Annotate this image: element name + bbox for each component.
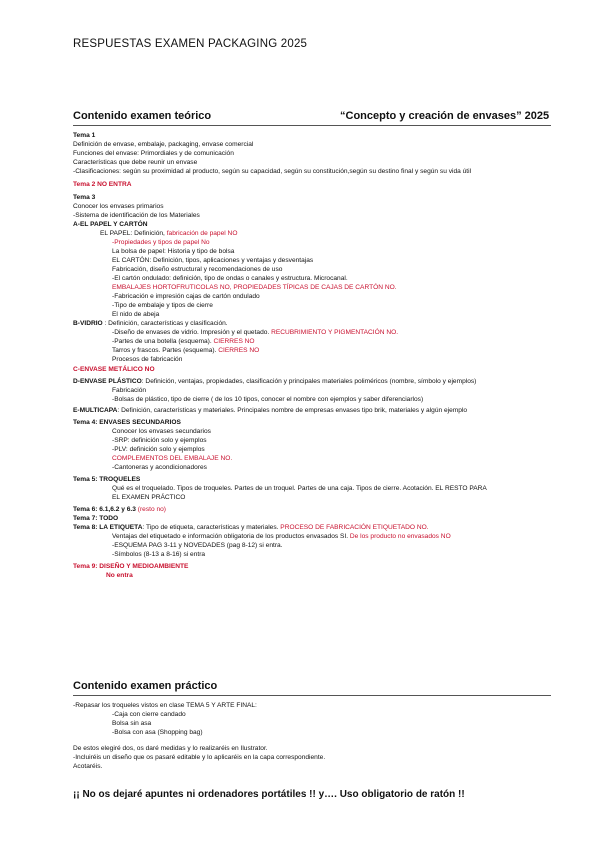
theory-text: -Bolsas de plástico, tipo de cierre ( de los 10 tipos, conocer el nombre con ejemplos y saber diferenciarlos) [112, 396, 424, 403]
theory-text: : Tipo de etiqueta, características y materiales. [142, 524, 281, 531]
practice-line [112, 711, 186, 719]
theory-line [112, 485, 487, 493]
theory-heading: Contenido examen teórico [73, 110, 212, 122]
theory-line [112, 257, 313, 265]
theory-text: El nido de abeja [112, 311, 160, 318]
theory-line [73, 476, 140, 484]
theory-line [112, 284, 397, 292]
theory-line [112, 266, 282, 274]
practice-heading: Contenido examen práctico [73, 680, 218, 692]
practice-text: Acotaréis. [73, 763, 103, 770]
theory-line [112, 356, 182, 364]
theory-text: Tema 9: DISEÑO Y MEDIOAMBIENTE [73, 563, 189, 570]
theory-line [112, 551, 205, 559]
theory-text: -Propiedades y tipos de papel No [112, 239, 210, 246]
practice-divider [73, 695, 551, 696]
theory-text: Tema 8: LA ETIQUETA [73, 524, 143, 531]
practice-line [112, 720, 151, 728]
theory-line [106, 572, 133, 580]
theory-line [112, 302, 213, 310]
theory-text: Fabricación, diseño estructural y recomendaciones de uso [112, 266, 283, 273]
theory-text: No entra [106, 572, 133, 579]
practice-line [73, 702, 257, 710]
theory-text: A-EL PAPEL Y CARTÓN [73, 221, 148, 228]
theory-text: Qué es el troquelado. Tipos de troqueles. Partes de un troquel. Partes de una caja. Tipos de cierre. Acotación. EL RESTO PARA [112, 485, 487, 492]
theory-text: Procesos de fabricación [112, 356, 183, 363]
document-title: RESPUESTAS EXAMEN PACKAGING 2025 [73, 38, 308, 50]
theory-text: CIERRES NO [218, 347, 260, 354]
theory-line [73, 212, 200, 220]
theory-line [112, 437, 207, 445]
theory-text: -Partes de una botella (esquema). [112, 338, 214, 345]
practice-text: -Repasar los troqueles vistos en clase TEMA 5 Y ARTE FINAL: [73, 702, 257, 709]
theory-text: Tema 2 NO ENTRA [73, 181, 132, 188]
practice-text: Bolsa sin asa [112, 720, 152, 727]
theory-text: D-ENVASE PLÁSTICO [73, 378, 142, 385]
theory-text: COMPLEMENTOS DEL EMBALAJE NO. [112, 455, 233, 462]
theory-line [112, 542, 283, 550]
theory-line [73, 524, 429, 532]
theory-text: (resto no) [137, 506, 166, 513]
theory-text: : Definición, características y clasificación. [102, 320, 228, 327]
practice-line [73, 763, 102, 771]
theory-divider [73, 125, 551, 126]
theory-line [112, 494, 185, 502]
theory-text: : Definición, características y materiales. Principales nombre de empresas envases tipo brik, materiales y algún ejemplo [117, 407, 468, 414]
theory-text: EL CARTÓN: Definición, tipos, aplicaciones y ventajas y desventajas [112, 257, 314, 264]
theory-text: Fabricación [112, 387, 147, 394]
theory-line [112, 338, 255, 346]
theory-text: Tarros y frascos. Partes (esquema). [112, 347, 219, 354]
theory-text: Tema 4: ENVASES SECUNDARIOS [73, 419, 181, 426]
theory-text: Tema 6: 6.1,6.2 y 6.3 [73, 506, 138, 513]
theory-text: fabricación de papel NO [166, 230, 238, 237]
theory-text: -Diseño de envases de vidrio. Impresión y el quetado. [112, 329, 272, 336]
theory-text: -Sistema de identificación de los Materiales [73, 212, 200, 219]
theory-text: EL EXAMEN PRÁCTICO [112, 494, 186, 501]
theory-line [73, 366, 155, 374]
theory-text: -Cantoneras y acondicionadores [112, 464, 207, 471]
theory-text: Ventajas del etiquetado e información obligatoria de los productos envasados SI. [112, 533, 350, 540]
theory-text: Tema 1 [73, 132, 96, 139]
practice-line [73, 745, 268, 753]
theory-text: De los producto no envasados NO [349, 533, 451, 540]
theory-line [73, 407, 467, 415]
theory-line [112, 293, 260, 301]
theory-line [73, 132, 95, 140]
theory-line [112, 446, 205, 454]
theory-line [112, 329, 398, 337]
theory-text: -Tipo de embalaje y tipos de cierre [112, 302, 213, 309]
theory-text: EL PAPEL: Definición, [100, 230, 167, 237]
theory-text: PROCESO DE FABRICACIÓN ETIQUETADO NO. [280, 524, 429, 531]
theory-line [112, 311, 159, 319]
theory-text: -ESQUEMA PAG 3-11 y NOVEDADES (pag 8-12) si entra. [112, 542, 283, 549]
practice-text: -Bolsa con asa (Shopping bag) [112, 729, 203, 736]
theory-line [112, 533, 451, 541]
theory-line [73, 515, 118, 523]
theory-text: La bolsa de papel: Historia y tipo de bolsa [112, 248, 235, 255]
theory-line [112, 275, 348, 283]
theory-line [73, 168, 471, 176]
theory-text: Conocer los envases secundarios [112, 428, 211, 435]
theory-text: CIERRES NO [213, 338, 255, 345]
theory-text: -SRP: definición solo y ejemplos [112, 437, 207, 444]
theory-text: -Símbolos (8-13 a 8-16) si entra [112, 551, 206, 558]
practice-line [73, 754, 325, 762]
theory-text: Conocer los envases primarios [73, 203, 164, 210]
theory-line [100, 230, 237, 238]
theory-line [73, 203, 164, 211]
theory-line [73, 378, 476, 386]
theory-line [73, 159, 197, 167]
theory-line [73, 320, 228, 328]
theory-text: EMBALAJES HORTOFRUTICOLAS NO, PROPIEDADES TÍPICAS DE CAJAS DE CARTÓN NO. [112, 284, 397, 291]
theory-line [112, 239, 210, 247]
footer-note: ¡¡ No os dejaré apuntes ni ordenadores portátiles !! y…. Uso obligatorio de ratón !! [73, 789, 465, 800]
theory-line [112, 347, 259, 355]
theory-text: Tema 7: TODO [73, 515, 119, 522]
theory-line [73, 181, 132, 189]
practice-text: De estos elegiré dos, os daré medidas y lo realizaréis en Ilustrator. [73, 745, 268, 752]
theory-line [73, 221, 148, 229]
theory-text: C-ENVASE METÁLICO NO [73, 366, 155, 373]
theory-text: RECUBRIMIENTO Y PIGMENTACIÓN NO. [271, 329, 399, 336]
theory-line [73, 194, 95, 202]
course-subtitle: “Concepto y creación de envases” 2025 [340, 110, 550, 122]
theory-line [73, 506, 166, 514]
theory-line [112, 455, 232, 463]
theory-text: E-MULTICAPA [73, 407, 118, 414]
theory-text: Funciones del envase: Primordiales y de comunicación [73, 150, 234, 157]
theory-text: -El cartón ondulado: definición, tipo de ondas o canales y estructura. Microcanal. [112, 275, 348, 282]
practice-line [112, 729, 203, 737]
theory-text: Tema 5: TROQUELES [73, 476, 141, 483]
theory-line [73, 141, 253, 149]
theory-text: -PLV: definición solo y ejemplos [112, 446, 205, 453]
theory-text: Definición de envase, embalaje, packaging, envase comercial [73, 141, 254, 148]
theory-line [73, 419, 181, 427]
practice-text: -Caja con cierre candado [112, 711, 186, 718]
theory-text: Tema 3 [73, 194, 96, 201]
theory-text: : Definición, ventajas, propiedades, clasificación y principales materiales poliméricos (nombre, símbolo y ejemplos) [141, 378, 477, 385]
theory-line [112, 464, 207, 472]
theory-text: Características que debe reunir un envase [73, 159, 198, 166]
theory-text: -Clasificaciones: según su proximidad al producto, según su capacidad, según su constitución,según su destino final y según su vida útil [73, 168, 472, 175]
theory-text: B-VIDRIO [73, 320, 103, 327]
theory-line [112, 248, 234, 256]
theory-line [112, 396, 423, 404]
theory-text: -Fabricación e impresión cajas de cartón ondulado [112, 293, 260, 300]
theory-line [73, 563, 188, 571]
practice-text: -Incluiréis un diseño que os pasaré editable y lo aplicaréis en la capa correspondiente. [73, 754, 326, 761]
theory-line [112, 428, 211, 436]
theory-line [73, 150, 234, 158]
theory-line [112, 387, 146, 395]
